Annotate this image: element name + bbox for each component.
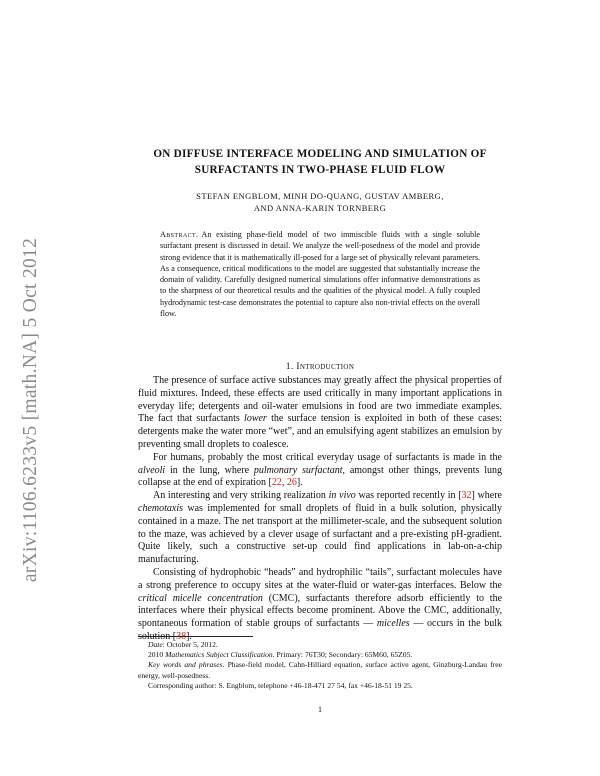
footnotes xyxy=(138,640,502,691)
page-number: 1 xyxy=(318,705,322,714)
paragraph-2: For humans, probably the most critical everyday usage of surfactants is made in the alveoli in the lung, where pulmonary surfactant, amongst other things, prevents lung collapse at the end of expiration [22, 26]. xyxy=(138,451,503,489)
footnote-keywords: Key words and phrases. Phase-field model, Cahn-Hilliard equation, surface active agent, Ginzburg-Landau free energy, well-posedness. xyxy=(138,660,503,680)
citation-link[interactable]: 38 xyxy=(176,630,187,642)
authors-line-1: STEFAN ENGBLOM, MINH DO-QUANG, GUSTAV AMBERG, xyxy=(196,191,444,201)
paper-title xyxy=(100,146,540,178)
title-line-1: ON DIFFUSE INTERFACE MODELING AND SIMULATION OF xyxy=(153,148,487,160)
title-line-2: SURFACTANTS IN TWO-PHASE FLUID FLOW xyxy=(194,164,446,176)
paragraph-3: An interesting and very striking realization in vivo was reported recently in [32] where chemotaxis was implemented for small droplets of fluid in a bulk solution, physically contained in a maze. The net transport at the millimeter-scale, and the subsequent solution to the maze, was achieved by a clever usage of surfactant and a pre-existing pH-gradient. Quite likely, such a constructive set-up could find applications in lab-on-a-chip manufacturing. xyxy=(138,490,502,566)
footnote-msc: 2010 Mathematics Subject Classification. Primary: 76T30; Secondary: 65M60, 65Z05. xyxy=(148,650,413,660)
citation-link[interactable]: 32 xyxy=(461,490,472,502)
abstract-text: An existing phase-field model of two immiscible fluids with a single soluble surfactant present is discussed in detail. We analyze the well-posedness of the model and provide strong evidence that it is mathematically ill-posed for a large set of physically relevant parameters. As a consequence, critical modifications to the model are suggested that substantially increase the domain of validity. Carefully designed numerical simulations offer informative demonstrations as to the sharpness of our theoretical results and the qualities of the physical model. A fully coupled hydrodynamic test-case demonstrates the potential to capture also non-trivial effects on the overall flow. xyxy=(160,230,480,319)
footnote-date: Date: October 5, 2012. xyxy=(148,640,218,649)
authors-line-2: AND ANNA-KARIN TORNBERG xyxy=(253,203,387,213)
footnote-divider xyxy=(138,636,253,637)
arxiv-identifier-margin xyxy=(16,205,46,615)
paragraph-4: Consisting of hydrophobic “heads” and hydrophilic “tails”, surfactant molecules have a strong preference to occupy sites at the water-fluid or water-gas interfaces. Below the critical micelle concentration (CMC), surfactants therefore adsorb efficiently to the interfaces where their physical effects become prominent. Above the CMC, additionally, spontaneous formation of stable groups of surfactants — micelles — occurs in the bulk solution [38]. xyxy=(138,566,503,642)
footnote-corresponding-author: Corresponding author: S. Engblom, telephone +46-18-471 27 54, fax +46-18-51 19 25. xyxy=(148,680,413,690)
abstract xyxy=(160,229,480,319)
paragraph-1: The presence of surface active substances may greatly affect the physical properties of fluid mixtures. Indeed, these effects are used critically in many important applications in everyday life; detergents and oil-water emulsions in food are two immediate examples. The fact that surfactants lower the surface tension is exploited in both of these cases: detergents make the water more “wet”, and an emulsifying agent stabilizes an emulsion by preventing small droplets to coalesce. xyxy=(138,375,502,450)
abstract-label: Abstract. xyxy=(160,230,199,239)
section-title: Introduction xyxy=(296,362,355,372)
citation-link[interactable]: 22 xyxy=(271,477,282,489)
citation-link[interactable]: 26 xyxy=(286,477,297,489)
section-number: 1. xyxy=(285,362,294,372)
body-text xyxy=(138,375,502,644)
paper-authors xyxy=(100,190,540,214)
section-heading xyxy=(100,361,540,373)
arxiv-identifier: arXiv:1106.6233v5 [math.NA] 5 Oct 2012 xyxy=(20,237,41,583)
